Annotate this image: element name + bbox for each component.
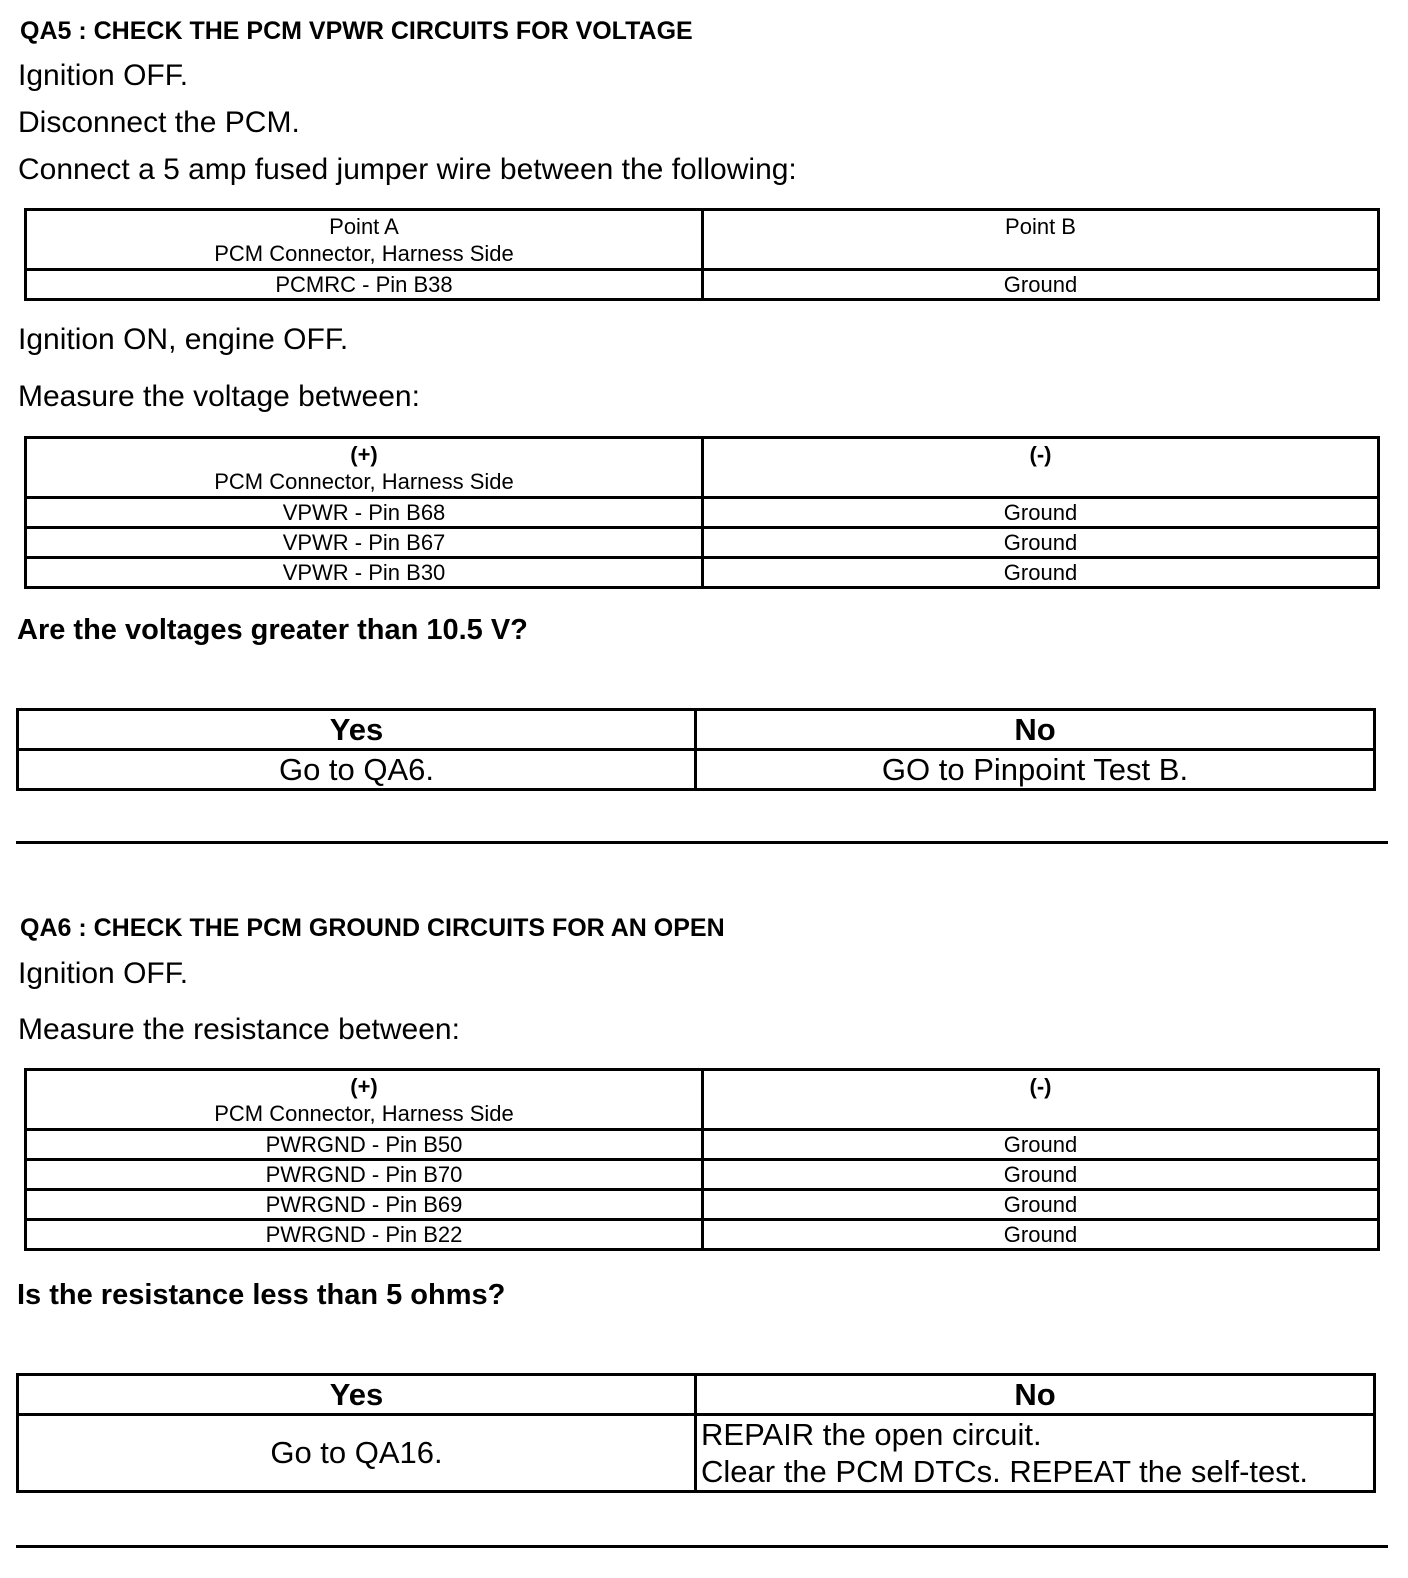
no-header: No bbox=[696, 710, 1375, 750]
cell: Ground bbox=[703, 1190, 1379, 1220]
answer-table bbox=[16, 708, 1376, 791]
table-row bbox=[26, 528, 1379, 558]
header-positive: (+) PCM Connector, Harness Side bbox=[26, 1070, 703, 1130]
yes-action: Go to QA16. bbox=[18, 1415, 696, 1492]
table-row bbox=[26, 1220, 1379, 1250]
voltage-table bbox=[24, 436, 1380, 589]
cell: PCMRC - Pin B38 bbox=[26, 270, 703, 300]
divider bbox=[16, 1545, 1388, 1548]
step-text: Measure the resistance between: bbox=[18, 1013, 460, 1046]
table-row bbox=[26, 1190, 1379, 1220]
cell: Ground bbox=[703, 528, 1379, 558]
jumper-table bbox=[24, 208, 1380, 301]
yes-header: Yes bbox=[18, 1375, 696, 1415]
answer-table bbox=[16, 1373, 1376, 1493]
table-row bbox=[26, 558, 1379, 588]
question: Is the resistance less than 5 ohms? bbox=[17, 1279, 506, 1311]
question: Are the voltages greater than 10.5 V? bbox=[17, 614, 528, 646]
header-negative: (-) bbox=[703, 1070, 1379, 1130]
cell: Ground bbox=[703, 558, 1379, 588]
table-row bbox=[26, 498, 1379, 528]
cell: Ground bbox=[703, 270, 1379, 300]
divider bbox=[16, 841, 1388, 844]
step-text: Ignition ON, engine OFF. bbox=[18, 323, 349, 356]
yes-header: Yes bbox=[18, 710, 696, 750]
header-point-a: Point A PCM Connector, Harness Side bbox=[26, 210, 703, 270]
table-row bbox=[26, 1130, 1379, 1160]
cell: Ground bbox=[703, 1130, 1379, 1160]
cell: Ground bbox=[703, 1220, 1379, 1250]
cell: PWRGND - Pin B50 bbox=[26, 1130, 703, 1160]
cell: Ground bbox=[703, 1160, 1379, 1190]
no-action: GO to Pinpoint Test B. bbox=[696, 750, 1375, 790]
no-header: No bbox=[696, 1375, 1375, 1415]
yes-action: Go to QA6. bbox=[18, 750, 696, 790]
step-text: Ignition OFF. bbox=[18, 59, 189, 92]
step-text: Ignition OFF. bbox=[18, 957, 189, 990]
step-text: Connect a 5 amp fused jumper wire between the following: bbox=[18, 153, 797, 186]
qa6-title: QA6 : CHECK THE PCM GROUND CIRCUITS FOR AN OPEN bbox=[20, 914, 725, 942]
step-text: Measure the voltage between: bbox=[18, 380, 420, 413]
header-negative: (-) bbox=[703, 438, 1379, 498]
cell: PWRGND - Pin B22 bbox=[26, 1220, 703, 1250]
cell: PWRGND - Pin B70 bbox=[26, 1160, 703, 1190]
cell: VPWR - Pin B67 bbox=[26, 528, 703, 558]
header-point-b: Point B bbox=[703, 210, 1379, 270]
no-action: REPAIR the open circuit. Clear the PCM DTCs. REPEAT the self-test. bbox=[696, 1415, 1375, 1492]
cell: PWRGND - Pin B69 bbox=[26, 1190, 703, 1220]
cell: Ground bbox=[703, 498, 1379, 528]
resistance-table bbox=[24, 1068, 1380, 1251]
qa5-title: QA5 : CHECK THE PCM VPWR CIRCUITS FOR VOLTAGE bbox=[20, 17, 693, 45]
table-row bbox=[26, 1160, 1379, 1190]
step-text: Disconnect the PCM. bbox=[18, 106, 300, 139]
cell: VPWR - Pin B30 bbox=[26, 558, 703, 588]
cell: VPWR - Pin B68 bbox=[26, 498, 703, 528]
header-positive: (+) PCM Connector, Harness Side bbox=[26, 438, 703, 498]
